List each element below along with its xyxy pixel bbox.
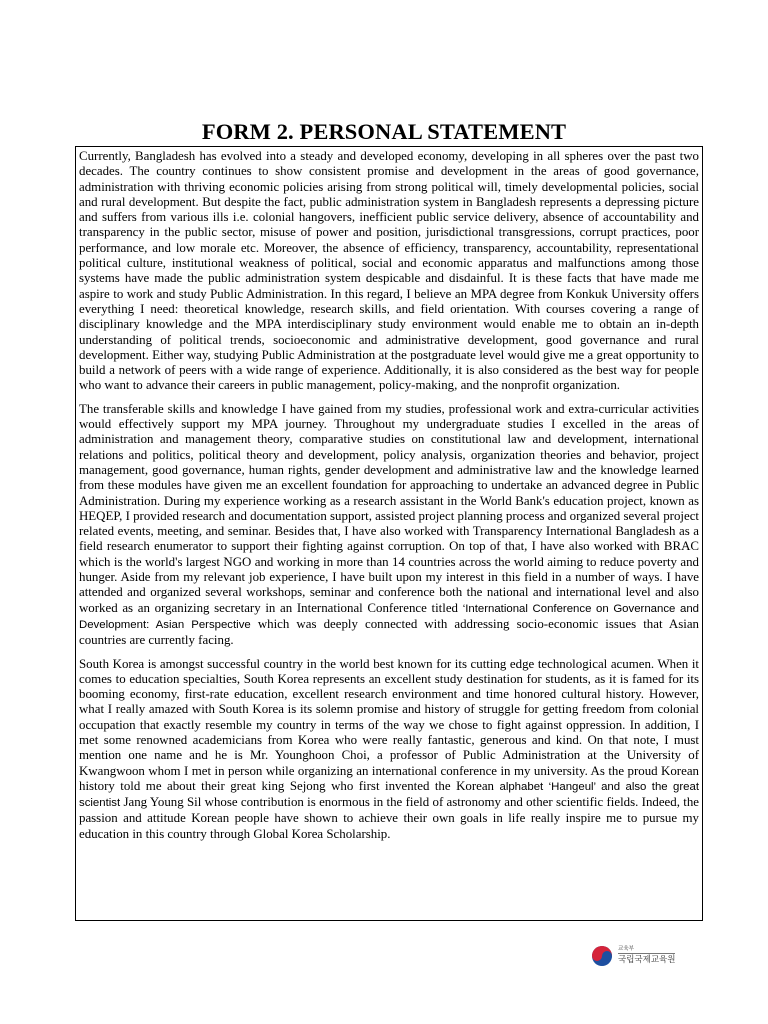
conference-title: ‘International Conference on Governance and Development: Asian Perspective	[79, 602, 699, 631]
logo-ministry-text: 교육부	[618, 946, 634, 952]
statement-paragraph-1: Currently, Bangladesh has evolved into a steady and developed economy, developing in all spheres over the past two decades. The country continues to show consistent promise and development in the areas of good governance, administration with thriving economic policies arising from strong political will, timely developmental policies, social and rural development. But despite the fact, public administration system in Bangladesh represents a depressing picture and suffers from various ills i.e. colonial hangovers, inefficient public service delivery, absence of accountability and transparency in the public sector, misuse of power and position, jurisdictional transgressions, corrupt practices, poor performance, and low morale etc. Moreover, the absence of efficiency, transparency, accountability, representational political culture, institutional weakness of political, social and economic apparatus and malfunctions among those systems have made the public administration system despicable and disdainful. It is these facts that have made me aspire to work and study Public Administration. In this regard, I believe an MPA degree from Konkuk University offers everything I need: theoretical knowledge, research skills, and field orientation. With courses covering a range of disciplinary knowledge and the MPA interdisciplinary study environment would enable me to obtain an in-depth understanding of political trends, socioeconomic and administrative development, good governance and rural development. Either way, studying Public Administration at the postgraduate level would give me a great opportunity to build a network of peers with a wide range of experience. Additionally, it is also considered as the best way for people who want to advance their careers in public management, policy-making, and the nonprofit organization.	[79, 149, 699, 393]
logo-institute-text: 국립국제교육원	[618, 955, 676, 965]
niied-logo	[592, 944, 675, 968]
form-title: FORM 2. PERSONAL STATEMENT	[201, 119, 567, 144]
paragraph-2-text: The transferable skills and knowledge I have gained from my studies, professional work and extra-curricular activities would effectively support my MPA journey. Throughout my undergraduate studies I excelled in the areas of administration and management theory, comparative studies on constitutional law and development, international relations and politics, political theory and development, policy analysis, organization theories and behavior, project management, good governance, human rights, gender development and administrative law and the knowledge learned from these modules have given me an excellent foundation for approaching to undertake an advanced degree in Public Administration. During my experience working as a research assistant in the World Bank's education project, known as HEQEP, I provided research and documentation support, assisted project planning process and organized several project related events, meeting, and seminar. Besides that, I have also worked with Transparency International Bangladesh as a field research enumerator to support their fighting against corruption. On top of that, I have also worked with BRAC which is the world's largest NGO and working in more than 14 countries across the world aiming to reduce poverty and hunger. Aside from my relevant job experience, I have built upon my interest in this field in a number of ways. I have attended and organized several workshops, seminar and conference both the national and international level and also worked as an organizing secretary in an International Conference titled	[79, 401, 699, 615]
paragraph-3-text-end: Jang Young Sil whose contribution is enormous in the field of astronomy and other scientific fields. Indeed, the passion and attitude Korean people have shown to achieve their own goals in life really inspire me to pursue my education in this country through Global Korea Scholarship.	[79, 795, 699, 841]
logo-text	[618, 946, 675, 966]
hangeul-phrase: alphabet ‘Hangeul’ and also the great scientist	[79, 780, 700, 810]
statement-paragraph-3	[79, 657, 699, 843]
statement-paragraph-2	[79, 402, 699, 649]
paragraph-3-text: South Korea is amongst successful country in the world best known for its cutting edge technological acumen. When it comes to education specialties, South Korea represents an excellent study destination for students, as it is famed for its booming economy, first-rate education, excellent research environment and time honored cultural history. However, what I really amazed with South Korea is its solemn promise and history of struggle for getting freedom from colonial occupation that exactly resemble my country in terms of the way we chose to fight against oppression. In addition, I met some renowned academicians from Korea who were really fantastic, generous and kind. On that note, I must mention one name and he is Mr. Younghoon Choi, a professor of Public Administration at the University of Kwangwoon whom I met in person while organizing an international conference in my university. As the proud Korean history told me about their great king Sejong who first invented the Korean	[79, 656, 699, 793]
paragraph-2-text-end: which was deeply connected with addressing socio-economic issues that Asian countries are currently facing.	[79, 616, 699, 648]
taegeuk-icon	[592, 946, 612, 966]
personal-statement-box	[75, 146, 703, 921]
